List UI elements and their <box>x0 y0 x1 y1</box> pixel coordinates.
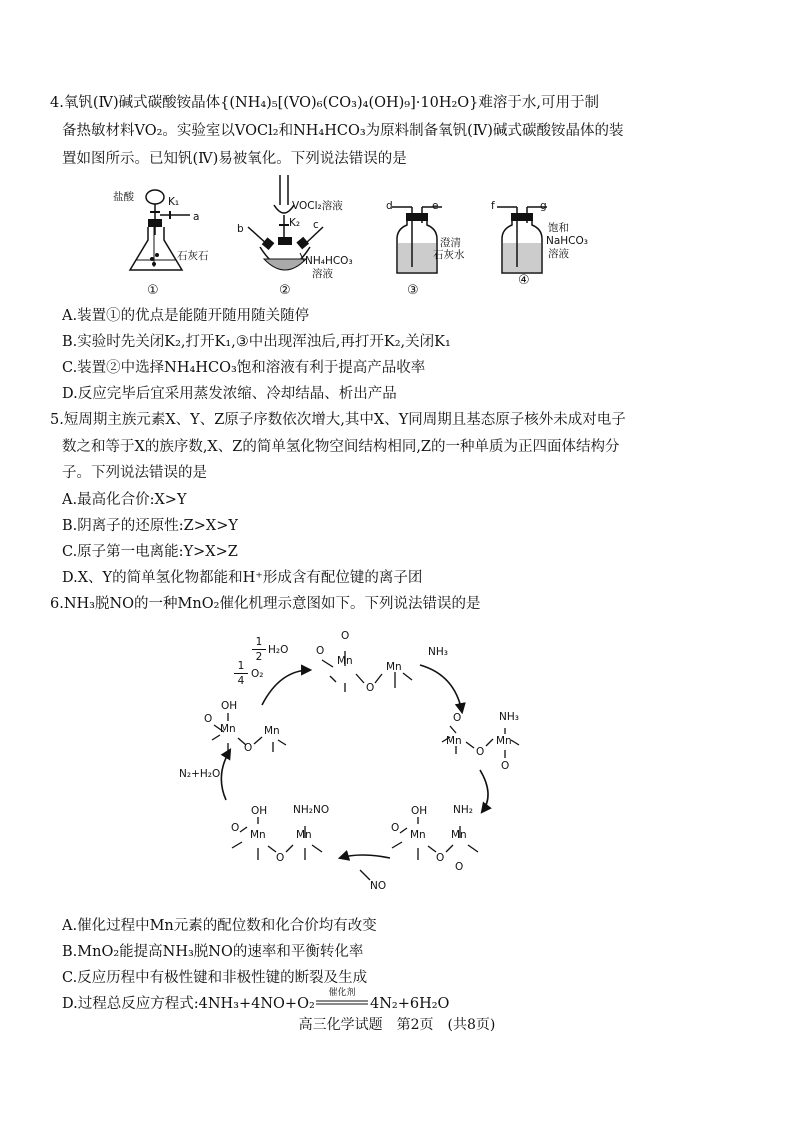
s4-nh2no-ligand: NH₂NO <box>293 804 330 816</box>
apparatus-2-nh4hco3-label: NH₄HCO₃ <box>305 255 353 267</box>
s3-mn-left: Mn <box>410 829 426 841</box>
q4-option-c: C.装置②中选择NH₄HCO₃饱和溶液有利于提高产品收率 <box>62 360 426 376</box>
q5-option-b: B.阴离子的还原性:Z>X>Y <box>62 518 238 534</box>
s2-bridge-o: O <box>476 746 485 758</box>
q6-option-d-products: 4N₂+6H₂O <box>370 996 450 1012</box>
q5-option-c: C.原子第一电离能:Y>X>Z <box>62 544 238 560</box>
q5-option-a: A.最高化合价:X>Y <box>62 492 187 508</box>
s1-oxo-o: O <box>341 630 350 642</box>
s1-o-left: O <box>316 645 325 657</box>
apparatus-3-d-label: d <box>386 200 393 212</box>
s1-mn-right: Mn <box>386 661 402 673</box>
apparatus-2-number: ② <box>279 283 291 298</box>
s1-bridge-o: O <box>366 682 375 694</box>
q4-option-d: D.反应完毕后宜采用蒸发浓缩、冷却结晶、析出产品 <box>62 386 397 402</box>
page-footer: 高三化学试题 第2页 (共8页) <box>298 1017 496 1033</box>
water-product-label: H₂O <box>268 644 289 656</box>
fraction-quarter-bar <box>234 673 248 674</box>
s4-mn-left: Mn <box>250 829 266 841</box>
apparatus-4-number: ④ <box>518 273 530 288</box>
s4-o-left: O <box>231 822 240 834</box>
q4-option-a: A.装置①的优点是能随开随用随关随停 <box>62 308 310 324</box>
s3-mn-right: Mn <box>451 829 467 841</box>
nh3-reactant-label: NH₃ <box>428 646 448 658</box>
q6-option-d-catalyst-label: 催化剂 <box>328 988 356 998</box>
apparatus-2-k2-label: K₂ <box>289 217 301 229</box>
s5-oh: OH <box>221 700 238 712</box>
s2-nh3-ligand: NH₃ <box>499 711 519 723</box>
s5-mn-right: Mn <box>264 725 280 737</box>
apparatus-2-b-label: b <box>237 223 244 235</box>
s5-bridge-o: O <box>244 742 253 754</box>
oxygen-reactant-label: O₂ <box>251 668 264 680</box>
apparatus-1-stone-label: 石灰石 <box>177 250 209 262</box>
q6-option-a: A.催化过程中Mn元素的配位数和化合价均有改变 <box>62 918 377 934</box>
apparatus-1-number: ① <box>147 283 159 298</box>
apparatus-3-limewater-label-2: 石灰水 <box>433 249 465 261</box>
apparatus-4-f-label: f <box>491 200 495 212</box>
q4-stem-line2: 备热敏材料VO₂。实验室以VOCl₂和NH₄HCO₃为原料制备氧钒(Ⅳ)碱式碳酸铵晶体的装 <box>62 123 624 139</box>
apparatus-4-nahco3-label: NaHCO₃ <box>546 235 588 247</box>
s5-mn-left: Mn <box>220 723 236 735</box>
s2-mn-right: Mn <box>496 735 512 747</box>
s2-mn-left: Mn <box>446 735 462 747</box>
q6-stem: 6.NH₃脱NO的一种MnO₂催化机理示意图如下。下列说法错误的是 <box>50 596 481 612</box>
apparatus-1-a-label: a <box>193 211 200 223</box>
apparatus-3-e-label: e <box>432 200 439 212</box>
s4-bridge-o: O <box>276 852 285 864</box>
s2-o: O <box>453 712 462 724</box>
q6-option-d: D.过程总反应方程式:4NH₃+4NO+O₂ <box>62 996 315 1012</box>
q6-option-c: C.反应历程中有极性键和非极性键的断裂及生成 <box>62 970 368 986</box>
q4-stem-line3: 置如图所示。已知钒(Ⅳ)易被氧化。下列说法错误的是 <box>62 151 407 167</box>
s3-bridge-o: O <box>436 852 445 864</box>
apparatus-4-saturated-label: 饱和 <box>548 222 569 234</box>
q6-option-b: B.MnO₂能提高NH₃脱NO的速率和平衡转化率 <box>62 944 364 960</box>
q5-stem-line2: 数之和等于X的族序数,X、Z的简单氢化物空间结构相同,Z的一种单质为正四面体结构分 <box>62 439 620 455</box>
s3-o-bottom: O <box>455 861 464 873</box>
s2-o-bottom: O <box>501 760 510 772</box>
apparatus-1-acid-label: 盐酸 <box>113 191 134 203</box>
q5-option-d: D.X、Y的简单氢化物都能和H⁺形成含有配位键的离子团 <box>62 570 423 586</box>
s4-oh: OH <box>251 805 268 817</box>
s3-nh2-ligand: NH₂ <box>453 804 473 816</box>
fraction-half-denominator: 2 <box>255 651 263 663</box>
s3-oh: OH <box>411 805 428 817</box>
s4-mn-right: Mn <box>296 829 312 841</box>
fraction-quarter-denominator: 4 <box>237 675 245 687</box>
fraction-quarter-numerator: 1 <box>237 660 245 672</box>
no-reactant-label: NO <box>370 880 387 892</box>
apparatus-4-solution-label: 溶液 <box>548 248 569 260</box>
apparatus-2-c-label: c <box>313 219 319 231</box>
q4-stem-line1: 4.氧钒(Ⅳ)碱式碳酸铵晶体{(NH₄)₅[(VO)₆(CO₃)₄(OH)₉]·10H₂O}难溶于水,可用于制 <box>50 95 599 111</box>
apparatus-2-vocl2-label: VOCl₂溶液 <box>292 200 343 212</box>
apparatus-4-g-label: g <box>540 200 547 212</box>
q6-option-d-equilibrium-arrow <box>316 999 368 1007</box>
fraction-half-numerator: 1 <box>255 636 263 648</box>
apparatus-1-k1-label: K₁ <box>168 196 180 208</box>
s5-o-left: O <box>204 713 213 725</box>
n2-h2o-product-label: N₂+H₂O <box>179 768 221 780</box>
q5-stem-line3: 子。下列说法错误的是 <box>62 465 207 481</box>
s3-o-left: O <box>391 822 400 834</box>
apparatus-3-limewater-label-1: 澄清 <box>440 237 461 249</box>
q5-stem-line1: 5.短周期主族元素X、Y、Z原子序数依次增大,其中X、Y同周期且基态原子核外未成对电子 <box>50 412 626 428</box>
apparatus-3-number: ③ <box>407 283 419 298</box>
apparatus-2-solution-label: 溶液 <box>312 268 333 280</box>
q4-option-b: B.实验时先关闭K₂,打开K₁,③中出现浑浊后,再打开K₂,关闭K₁ <box>62 334 451 350</box>
fraction-half-bar <box>252 649 266 650</box>
s1-mn-left: Mn <box>337 655 353 667</box>
